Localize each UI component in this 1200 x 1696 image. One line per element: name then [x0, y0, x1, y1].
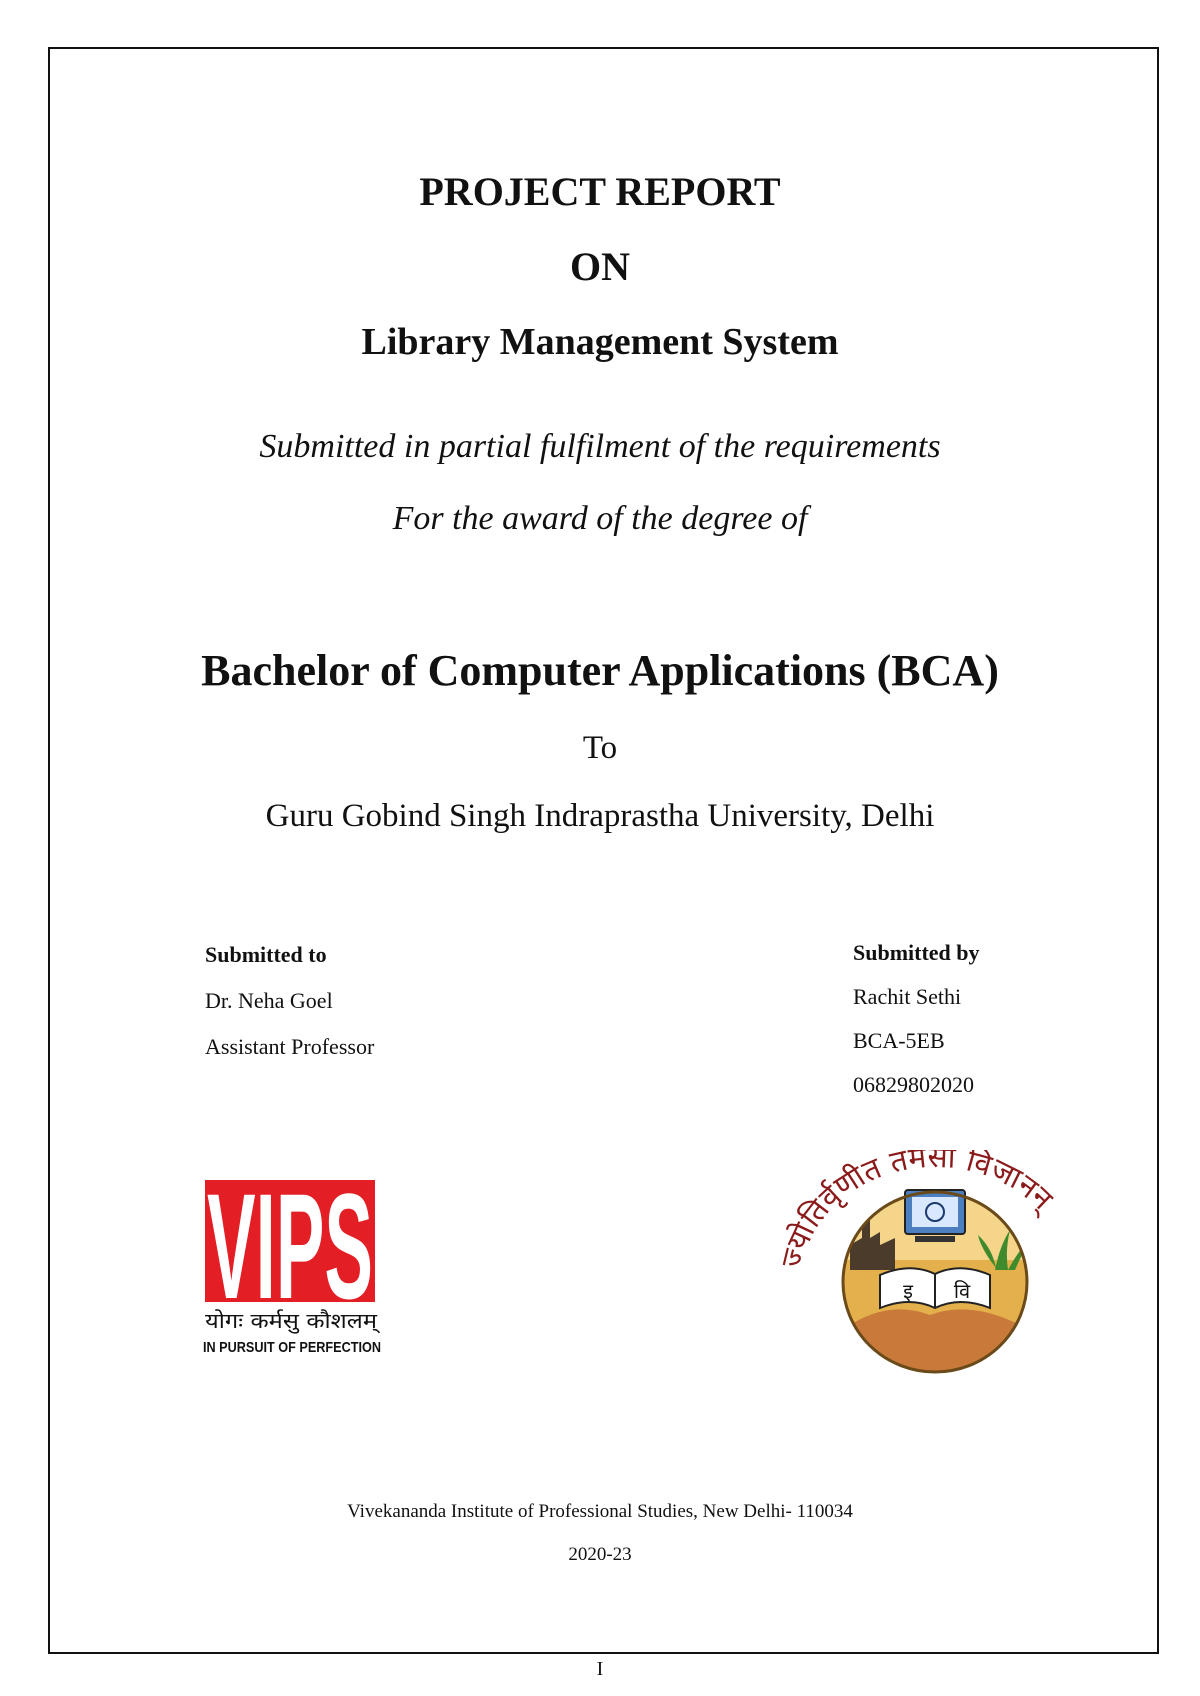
svg-text:वि: वि — [953, 1279, 971, 1303]
report-title-on: ON — [570, 244, 630, 289]
award-statement: For the award of the degree of — [392, 500, 808, 537]
vips-motto: योगः कर्मसु कौशलम् — [205, 1309, 358, 1333]
vips-tagline: IN PURSUIT OF PERFECTION — [203, 1339, 381, 1355]
degree-name: Bachelor of Computer Applications (BCA) — [201, 646, 999, 695]
submission-statement: Submitted in partial fulfilment of the requirements — [259, 428, 941, 465]
svg-text:इ: इ — [903, 1279, 913, 1303]
to-label: To — [582, 730, 618, 766]
ggsipu-logo — [780, 1150, 1090, 1375]
vips-wordmark: VIPS — [207, 1180, 373, 1330]
university-name: Guru Gobind Singh Indraprastha University, Delhi — [265, 798, 935, 834]
page-number: I — [596, 1658, 604, 1680]
vips-logo — [203, 1180, 383, 1355]
student-name: Rachit Sethi — [853, 984, 962, 1009]
ggsipu-motto: तिर्वृणीत तमसो विजानन् — [793, 1150, 1060, 1235]
handshake-icon — [850, 1309, 1020, 1375]
submitted-to-heading: Submitted to — [205, 942, 327, 967]
submitted-by-heading: Submitted by — [853, 940, 980, 965]
guide-designation: Assistant Professor — [205, 1034, 375, 1059]
report-title: PROJECT REPORT — [419, 169, 781, 214]
project-name: Library Management System — [361, 321, 839, 363]
guide-name: Dr. Neha Goel — [205, 988, 333, 1013]
institute-address: Vivekananda Institute of Professional Studies, New Delhi- 110034 — [347, 1501, 853, 1522]
enrollment-number: 06829802020 — [853, 1072, 974, 1097]
student-class: BCA-5EB — [853, 1028, 945, 1053]
academic-session: 2020-23 — [568, 1544, 632, 1565]
